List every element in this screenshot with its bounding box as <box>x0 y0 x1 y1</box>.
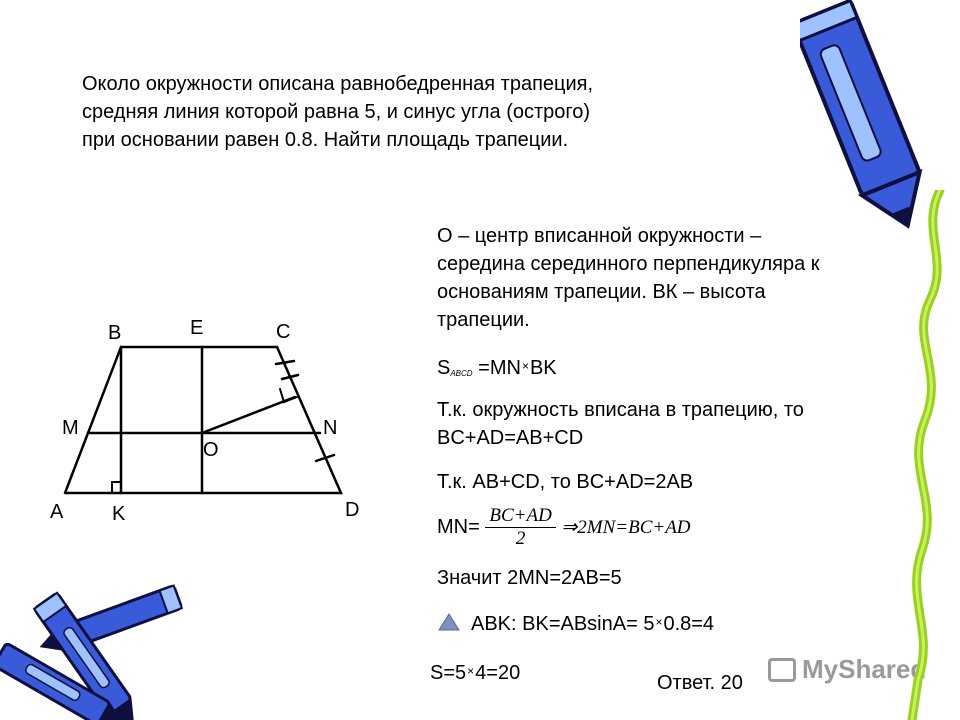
mn-fraction <box>485 505 555 550</box>
explanation-line: О – центр вписанной окружности – <box>437 225 762 247</box>
label-c: C <box>276 321 291 343</box>
right-angle-mark <box>112 482 121 493</box>
trapezoid-diagram <box>40 310 370 530</box>
mn-formula <box>437 505 691 550</box>
fraction-numerator: BC+AD <box>485 505 555 528</box>
area-bk: BK <box>529 357 557 379</box>
radius-to-cd <box>202 397 295 433</box>
problem-statement <box>82 70 722 154</box>
triangle-icon <box>437 612 461 632</box>
explanation-line: трапеции. <box>437 309 530 331</box>
tick-mark <box>276 361 294 364</box>
label-n: N <box>323 417 338 439</box>
explanation-line: середина серединного перпендикуляра к <box>437 253 820 275</box>
label-a: A <box>50 501 64 523</box>
area-subscript: ABCD <box>450 369 473 378</box>
final-area <box>430 662 520 685</box>
watermark-text: MyShared <box>802 654 927 684</box>
explanation-line: основаниям трапеции. ВК – высота <box>437 281 766 303</box>
label-k: K <box>112 503 126 525</box>
final-area-post: 4=20 <box>475 662 521 684</box>
condition-line: Т.к. окружность вписана в трапецию, то <box>437 399 804 421</box>
conclusion-line: Значит 2MN=2AB=5 <box>437 567 622 589</box>
times-sign: × <box>467 664 475 678</box>
triangle-calc: ABK: BK=ABsinA= 5 <box>471 613 655 635</box>
label-o: O <box>203 439 219 461</box>
problem-line: Около окружности описана равнобедренная трапеция, <box>82 73 594 95</box>
triangle-calc-rest: 0.8=4 <box>663 613 715 635</box>
problem-line: средняя линия которой равна 5, и синус угла (острого) <box>82 101 591 123</box>
inscribed-condition <box>437 396 804 452</box>
label-e: E <box>190 317 204 339</box>
mn-result: 2MN=BC+AD <box>577 516 691 538</box>
label-m: M <box>62 417 79 439</box>
area-mn: =MN <box>478 357 521 379</box>
area-formula <box>437 352 557 388</box>
crossed-pencils-icon <box>0 570 200 720</box>
label-b: B <box>108 322 122 344</box>
equal-sides-line: Т.к. AB+CD, то BC+AD=2AB <box>437 471 694 493</box>
condition-line: BC+AD=AB+CD <box>437 427 584 449</box>
label-d: D <box>345 499 360 521</box>
answer: Ответ. 20 <box>657 672 743 694</box>
times-sign: × <box>521 359 529 373</box>
area-symbol: S <box>437 357 451 379</box>
solution-explanation <box>437 222 820 334</box>
problem-line: при основании равен 0.8. Найти площадь трапеции. <box>82 129 569 151</box>
right-angle-mark <box>280 389 297 402</box>
mn-label: MN= <box>437 515 480 538</box>
green-squiggle-icon <box>900 190 955 720</box>
final-area-pre: S=5 <box>430 662 467 684</box>
myshared-logo-icon <box>768 658 796 682</box>
implies-arrow: ⇒ <box>561 516 578 538</box>
triangle-step <box>437 608 714 638</box>
fraction-denominator: 2 <box>515 528 526 549</box>
times-sign: × <box>655 615 663 629</box>
